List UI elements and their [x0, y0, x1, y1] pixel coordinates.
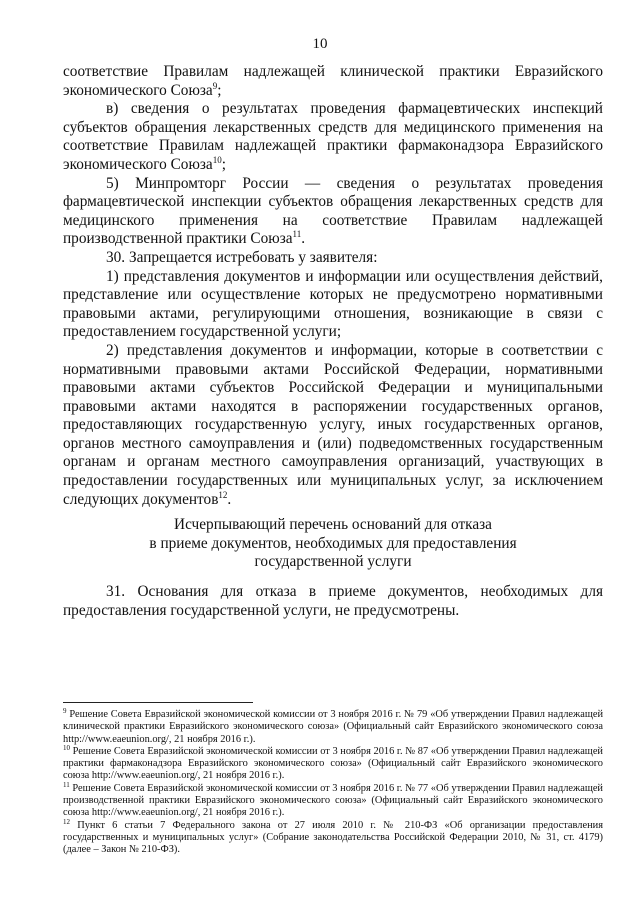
footnote: $^{12}$ Пункт 6 статьи 7 Федерального закона от 27 июля 2010 г. № 210-ФЗ «Об организации предоставления государственных и муниципальных услуг» (Собрание законодательства Российской Федерации 2010, № 31, ст. 4179) (далее – Закон № 210-ФЗ). — [63, 817, 603, 856]
paragraph-continuation: соответствие Правилам надлежащей клинической практики Евразийского экономического Союза$^9$; — [63, 63, 603, 99]
footnote: $^{10}$ Решение Совета Евразийской экономической комиссии от 3 ноября 2016 г. № 87 «Об утверждении Правил надлежащей практики фармаконадзора Евразийского экономического союза» (Официальный сайт Евразийского экономического союза http://www.eaeunion.org/, 21 ноября 2016 г.). — [63, 743, 603, 782]
footnotes — [63, 709, 603, 857]
footnote: $^{11}$ Решение Совета Евразийской экономической комиссии от 3 ноября 2016 г. № 77 «Об утверждении Правил надлежащей производственной практики Евразийского экономического союза» (Официальный сайт Евразийского экономического союза http://www.eaeunion.org/, 21 ноября 2016 г.). — [63, 780, 603, 819]
paragraph-item-v: в) сведения о результатах проведения фармацевтических инспекций субъектов обращения лекарственных средств для медицинского применения на соответствие Правилам надлежащей практики фармаконадзора Евразийского экономического Союза$^{10}$; — [63, 100, 603, 173]
footnote-divider — [63, 702, 253, 703]
section-heading-line: Исчерпывающий перечень оснований для отказа — [174, 516, 492, 533]
page-number: 10 — [312, 36, 328, 52]
footnote-ref-10: 10 — [212, 154, 222, 165]
paragraph-30-item-1: 1) представления документов и информации или осуществления действий, представление или осуществление которых не предусмотрено нормативными правовыми актами, регулирующими отношения, возникающие в связи с предоставлением государственной услуги; — [63, 267, 603, 341]
section-heading-line: в приеме документов, необходимых для предоставления — [149, 534, 517, 552]
footnote-ref-12: 12 — [218, 489, 228, 500]
paragraph-31: 31. Основания для отказа в приеме документов, необходимых для предоставления государственной услуги, не предусмотрены. — [63, 583, 603, 619]
body-text — [63, 63, 603, 509]
section-heading-line: государственной услуги — [254, 553, 412, 571]
footnote-ref-9: 9 — [212, 80, 218, 91]
paragraph-item-5: 5) Минпромторг России — сведения о результатах проведения фармацевтической инспекции субъектов обращения лекарственных средств для медицинского применения на соответствие Правилам надлежащей производственной практики Союза$^{11}$. — [63, 174, 603, 248]
paragraph-30-item-2: 2) представления документов и информации, которые в соответствии с нормативными правовыми актами Российской Федерации, нормативными правовыми актами субъектов Российской Федерации и муниципальными правовыми актами находятся в распоряжении государственных органов, предоставляющих государственную услугу, иных государственных органов, органов местного самоуправления и (или) подведомственных государственным органам и органам местного самоуправления организаций, участвующих в предоставлении государственных или муниципальных услуг, за исключением следующих документов$^{12}$. — [63, 341, 603, 508]
footnote: $^9$ Решение Совета Евразийской экономической комиссии от 3 ноября 2016 г. № 79 «Об утверждении Правил надлежащей клинической практики Евразийского экономического союза» (Официальный сайт Евразийского экономического союза http://www.eaeunion.org/, 21 ноября 2016 г.). — [63, 707, 603, 745]
footnote-ref-11: 11 — [292, 229, 302, 240]
paragraph-30: 30. Запрещается истребовать у заявителя: — [106, 248, 378, 266]
section-heading — [63, 516, 603, 572]
